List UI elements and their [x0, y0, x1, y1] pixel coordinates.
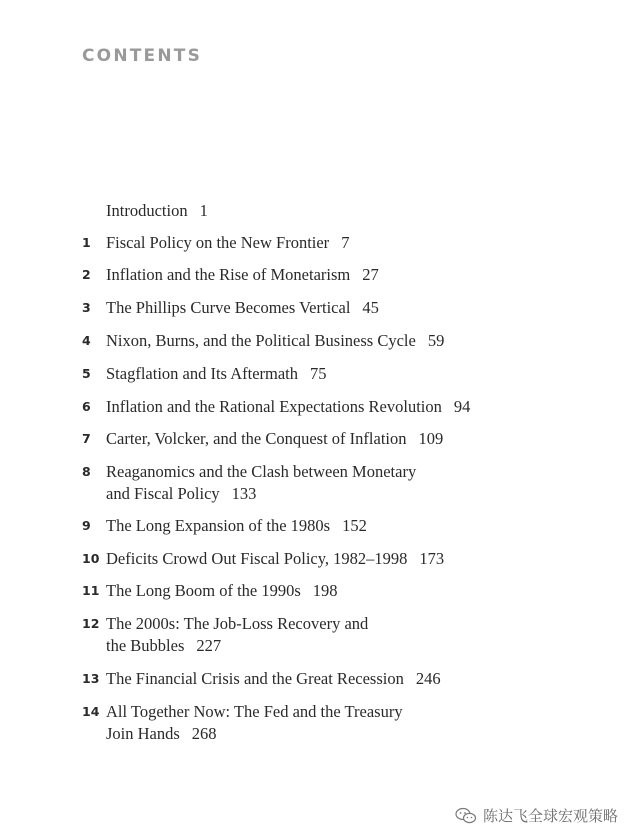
page-number: 173	[419, 549, 445, 568]
page-number: 133	[231, 484, 257, 503]
watermark-text: 陈达飞全球宏观策略	[482, 807, 618, 825]
chapter-number: 3	[82, 300, 91, 315]
page-number: 1	[199, 201, 208, 220]
chapter-title-block	[106, 668, 526, 690]
chapter-title-line	[106, 515, 526, 537]
chapter-title: The Long Expansion of the 1980s	[106, 516, 331, 535]
chapter-title: All Together Now: The Fed and the Treasury	[106, 702, 403, 721]
wechat-icon	[455, 807, 477, 825]
page-number: 152	[342, 516, 367, 535]
page-number: 27	[362, 265, 379, 284]
chapter-title-line	[106, 613, 526, 635]
chapter-number: 14	[82, 704, 100, 719]
chapter-title-line	[106, 483, 526, 505]
chapter-title-block	[106, 461, 526, 505]
chapter-title: Nixon, Burns, and the Political Business Cycle	[106, 331, 416, 350]
chapter-title-line	[106, 668, 526, 690]
chapter-title-block	[106, 363, 526, 385]
page-number: 94	[453, 397, 471, 416]
chapter-number: 1	[82, 235, 91, 250]
chapter-title-block	[106, 297, 526, 319]
chapter-number: 7	[82, 431, 91, 446]
chapter-title: Introduction	[106, 201, 188, 220]
chapter-title-block	[106, 548, 526, 570]
chapter-title-line	[106, 580, 526, 602]
chapter-title-line	[106, 548, 526, 570]
page-number: 227	[196, 636, 222, 655]
chapter-title-block	[106, 701, 526, 745]
chapter-number: 13	[82, 671, 100, 686]
chapter-number: 8	[82, 464, 91, 479]
chapter-title: Carter, Volcker, and the Conquest of Inflation	[106, 429, 407, 448]
chapter-title-line	[106, 363, 526, 385]
chapter-number: 4	[82, 333, 91, 348]
chapter-title: the Bubbles	[106, 636, 185, 655]
chapter-number: 2	[82, 267, 91, 282]
chapter-title: Join Hands	[106, 724, 180, 743]
page-title: CONTENTS	[82, 46, 203, 66]
chapter-title-line	[106, 723, 526, 745]
chapter-title: Reaganomics and the Clash between Monetary	[106, 462, 417, 481]
chapter-title: The Financial Crisis and the Great Recession	[106, 669, 404, 688]
chapter-title-block	[106, 396, 526, 418]
chapter-number: 9	[82, 518, 91, 533]
chapter-title-line	[106, 396, 526, 418]
chapter-title-block	[106, 330, 526, 352]
chapter-title-block	[106, 200, 526, 222]
chapter-title-line	[106, 635, 526, 657]
chapter-title: The Phillips Curve Becomes Vertical	[106, 298, 351, 317]
page-number: 59	[427, 331, 445, 350]
chapter-title: Stagflation and Its Aftermath	[106, 364, 298, 383]
chapter-title-line	[106, 232, 526, 254]
chapter-title-line	[106, 461, 526, 483]
chapter-number: 6	[82, 399, 91, 414]
chapter-title-block	[106, 232, 526, 254]
chapter-title: Deficits Crowd Out Fiscal Policy, 1982–1998	[106, 549, 408, 568]
chapter-title: The 2000s: The Job-Loss Recovery and	[106, 614, 369, 633]
chapter-title-line	[106, 200, 526, 222]
chapter-title-line	[106, 701, 526, 723]
chapter-title-block	[106, 613, 526, 657]
page-number: 75	[310, 364, 327, 383]
watermark	[455, 805, 618, 826]
page-number: 45	[362, 298, 379, 317]
page-number: 246	[415, 669, 441, 688]
chapter-title: Inflation and the Rise of Monetarism	[106, 265, 351, 284]
chapter-title-line	[106, 264, 526, 286]
chapter-title-block	[106, 515, 526, 537]
chapter-title-line	[106, 428, 526, 450]
page-number: 198	[312, 581, 338, 600]
chapter-number: 10	[82, 551, 100, 566]
chapter-title-block	[106, 428, 526, 450]
chapter-number: 5	[82, 366, 91, 381]
page-number: 268	[191, 724, 217, 743]
chapter-title: The Long Boom of the 1990s	[106, 581, 301, 600]
page-number: 109	[418, 429, 444, 448]
chapter-title: Inflation and the Rational Expectations Revolution	[106, 397, 442, 416]
chapter-title-block	[106, 264, 526, 286]
page-number: 7	[341, 233, 350, 252]
chapter-title-block	[106, 580, 526, 602]
chapter-number: 12	[82, 616, 100, 631]
chapter-title-line	[106, 330, 526, 352]
chapter-title: and Fiscal Policy	[106, 484, 220, 503]
chapter-title: Fiscal Policy on the New Frontier	[106, 233, 330, 252]
chapter-number: 11	[82, 583, 100, 598]
chapter-title-line	[106, 297, 526, 319]
